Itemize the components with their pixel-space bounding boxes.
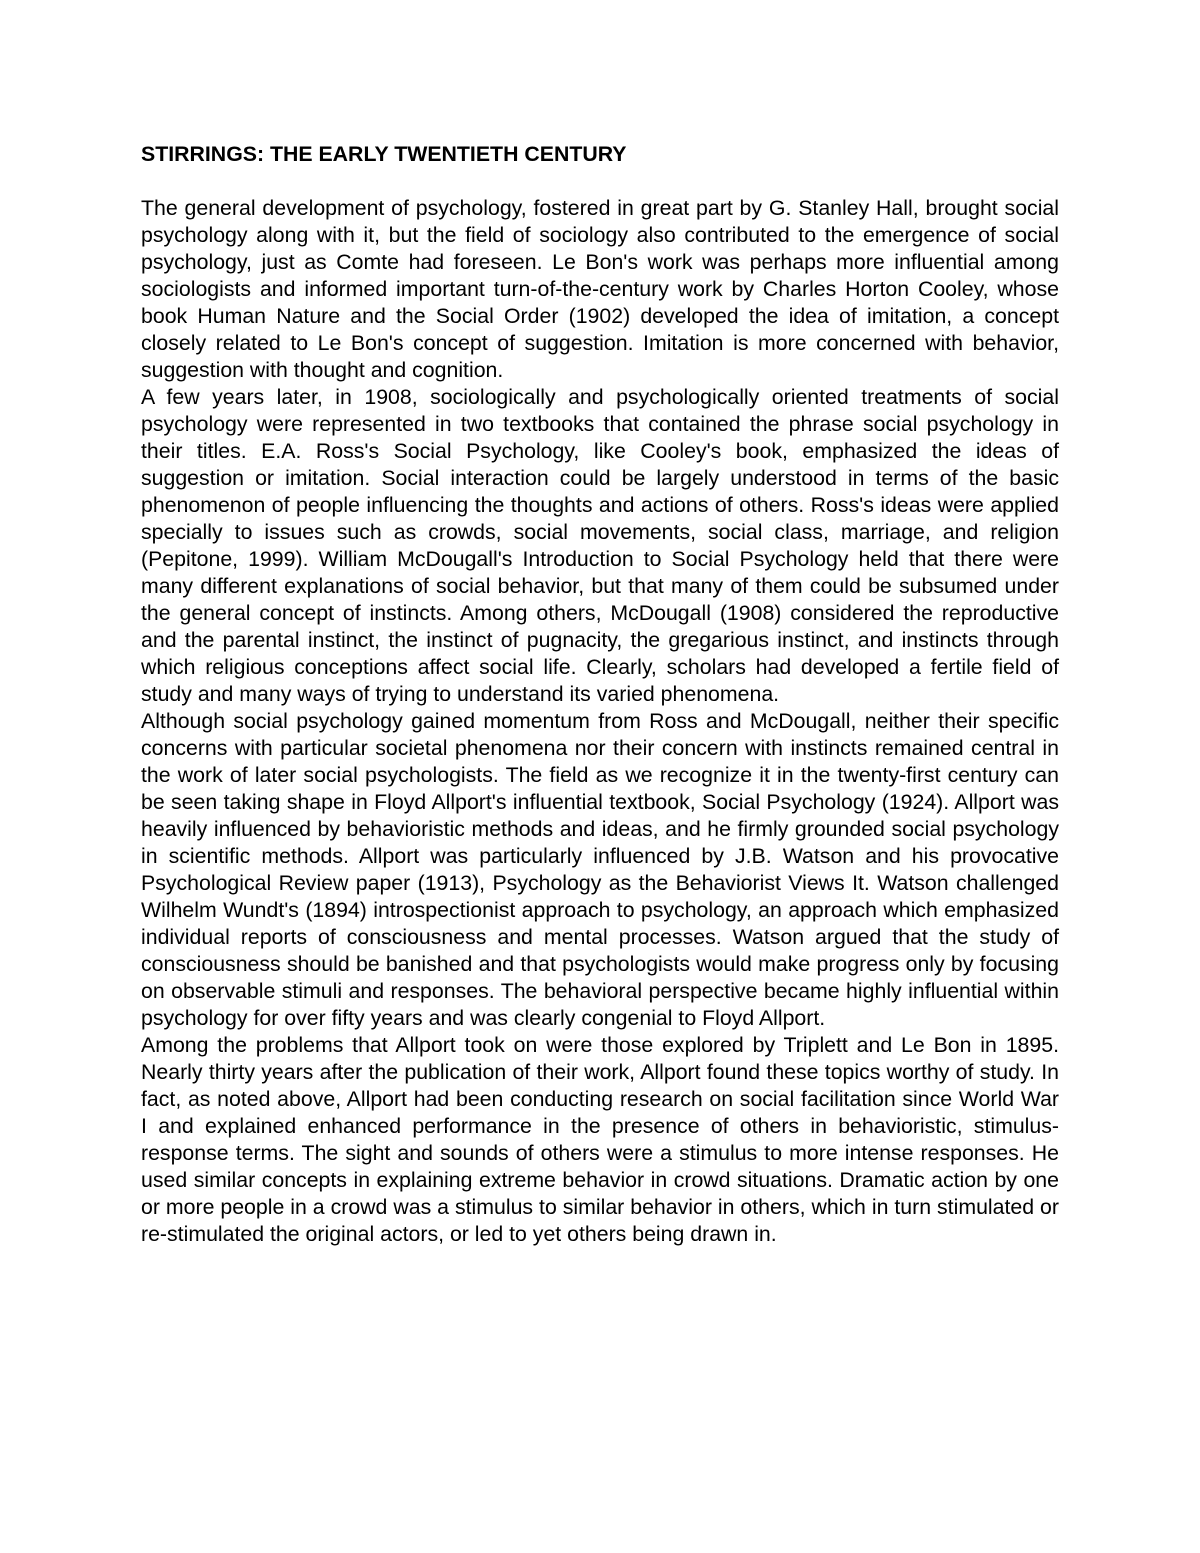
document-title: STIRRINGS: THE EARLY TWENTIETH CENTURY xyxy=(141,142,627,166)
paragraph: A few years later, in 1908, sociologically and psychologically oriented treatments of social psychology were represented in two textbooks that contained the phrase social psychology in their titles. E.A. Ross's Social Psychology, like Cooley's book, emphasized the ideas of suggestion or imitation. Social interaction could be largely understood in terms of the basic phenomenon of people influencing the thoughts and actions of others. Ross's ideas were applied specially to issues such as crowds, social movements, social class, marriage, and religion (Pepitone, 1999). William McDougall's Introduction to Social Psychology held that there were many different explanations of social behavior, but that many of them could be subsumed under the general concept of instincts. Among others, McDougall (1908) considered the reproductive and the parental instinct, the instinct of pugnacity, the gregarious instinct, and instincts through which religious conceptions affect social life. Clearly, scholars had developed a fertile field of study and many ways of trying to understand its varied phenomena. xyxy=(141,385,1059,706)
document-page xyxy=(141,141,1059,1248)
paragraph: Among the problems that Allport took on were those explored by Triplett and Le Bon in 1895. Nearly thirty years after the publication of their work, Allport found these topics worthy of study. In fact, as noted above, Allport had been conducting research on social facilitation since World War I and explained enhanced performance in the presence of others in behavioristic, stimulus-response terms. The sight and sounds of others were a stimulus to more intense responses. He used similar concepts in explaining extreme behavior in crowd situations. Dramatic action by one or more people in a crowd was a stimulus to similar behavior in others, which in turn stimulated or re-stimulated the original actors, or led to yet others being drawn in. xyxy=(141,1033,1059,1246)
paragraph: The general development of psychology, fostered in great part by G. Stanley Hall, brought social psychology along with it, but the field of sociology also contributed to the emergence of social psychology, just as Comte had foreseen. Le Bon's work was perhaps more influential among sociologists and informed important turn-of-the-century work by Charles Horton Cooley, whose book Human Nature and the Social Order (1902) developed the idea of imitation, a concept closely related to Le Bon's concept of suggestion. Imitation is more concerned with behavior, suggestion with thought and cognition. xyxy=(141,196,1059,382)
paragraph: Although social psychology gained momentum from Ross and McDougall, neither their specific concerns with particular societal phenomena nor their concern with instincts remained central in the work of later social psychologists. The field as we recognize it in the twenty-first century can be seen taking shape in Floyd Allport's influential textbook, Social Psychology (1924). Allport was heavily influenced by behavioristic methods and ideas, and he firmly grounded social psychology in scientific methods. Allport was particularly influenced by J.B. Watson and his provocative Psychological Review paper (1913), Psychology as the Behaviorist Views It. Watson challenged Wilhelm Wundt's (1894) introspectionist approach to psychology, an approach which emphasized individual reports of consciousness and mental processes. Watson argued that the study of consciousness should be banished and that psychologists would make progress only by focusing on observable stimuli and responses. The behavioral perspective became highly influential within psychology for over fifty years and was clearly congenial to Floyd Allport. xyxy=(141,709,1059,1030)
